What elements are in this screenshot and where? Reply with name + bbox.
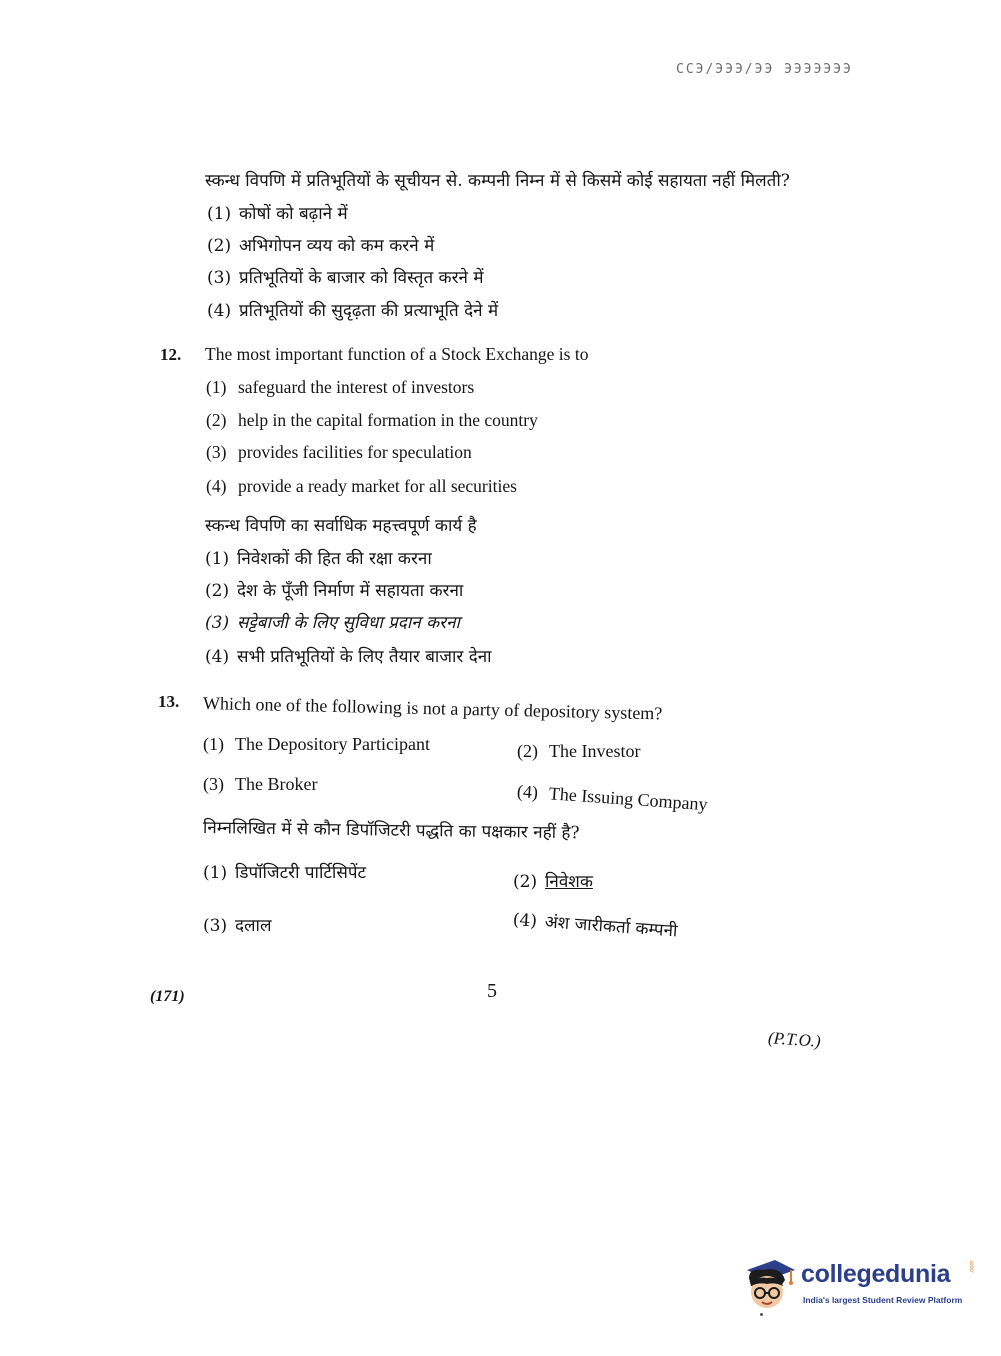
graduate-mascot-icon (741, 1256, 797, 1312)
q13-hindi-question: निम्नलिखित में से कौन डिपॉजिटरी पद्धति का पक्षकार नहीं है? (202, 818, 580, 844)
q12-hindi-option-2: (2) देश के पूँजी निर्माण में सहायता करना (205, 581, 464, 601)
q12-option-2: (2) help in the capital formation in the country (206, 410, 538, 430)
q12-option-1: (1) safeguard the interest of investors (206, 377, 475, 397)
q13-option-4: (4) The Issuing Company (516, 781, 709, 815)
q13-hindi-option-2: (2) निवेशक (513, 872, 593, 892)
paper-code: (171) (150, 988, 185, 1005)
header-code: ССЭ/ЭЭЭ/ЭЭ ЭЭЭЭЭЭЭ (676, 62, 853, 77)
q11-hindi-question: स्कन्ध विपणि में प्रतिभूतियों के सूचीयन से. कम्पनी निम्न में से किसमें कोई सहायता नहीं मिलती? (205, 171, 790, 191)
q12-hindi-option-1: (1) निवेशकों की हित की रक्षा करना (205, 549, 432, 569)
scan-speck (760, 1313, 763, 1316)
q13-number: 13. (158, 692, 180, 711)
q13-option-2: (2) The Investor (517, 741, 641, 761)
q11-hindi-option-1: (1) कोषों को बढ़ाने में (207, 204, 348, 224)
q12-hindi-option-3: (3) सट्टेबाजी के लिए सुविधा प्रदान करना (205, 613, 460, 633)
q13-hindi-option-1: (1) डिपॉजिटरी पार्टिसिपेंट (203, 863, 367, 883)
q11-hindi-option-4: (4) प्रतिभूतियों की सुदृढ़ता की प्रत्याभूति देने में (207, 301, 499, 321)
logo-suffix: .com (969, 1260, 976, 1274)
q13-question: Which one of the following is not a party of depository system? (202, 693, 663, 724)
q12-hindi-question: स्कन्ध विपणि का सर्वाधिक महत्त्वपूर्ण कार्य है (205, 516, 477, 536)
q13-option-3: (3) The Broker (203, 774, 318, 794)
q13-option-1: (1) The Depository Participant (203, 734, 430, 754)
q13-hindi-option-4: (4) अंश जारीकर्ता कम्पनी (512, 910, 679, 942)
q11-hindi-option-2: (2) अभिगोपन व्यय को कम करने में (207, 236, 435, 256)
logo-tagline: India's largest Student Review Platform (803, 1295, 963, 1305)
q12-number: 12. (160, 345, 182, 364)
q12-option-4: (4) provide a ready market for all securities (206, 476, 517, 496)
q12-option-3: (3) provides facilities for speculation (206, 442, 472, 462)
pto-label: (P.T.O.) (767, 1028, 822, 1051)
q12-hindi-option-4: (4) सभी प्रतिभूतियों के लिए तैयार बाजार देना (205, 647, 492, 667)
page-number: 5 (487, 980, 497, 1002)
q12-question: The most important function of a Stock Exchange is to (205, 344, 589, 364)
collegedunia-logo (741, 1252, 981, 1324)
logo-name: collegedunia (801, 1260, 951, 1288)
q11-hindi-option-3: (3) प्रतिभूतियों के बाजार को विस्तृत करने में (207, 268, 484, 288)
q13-hindi-option-3: (3) दलाल (203, 916, 272, 936)
